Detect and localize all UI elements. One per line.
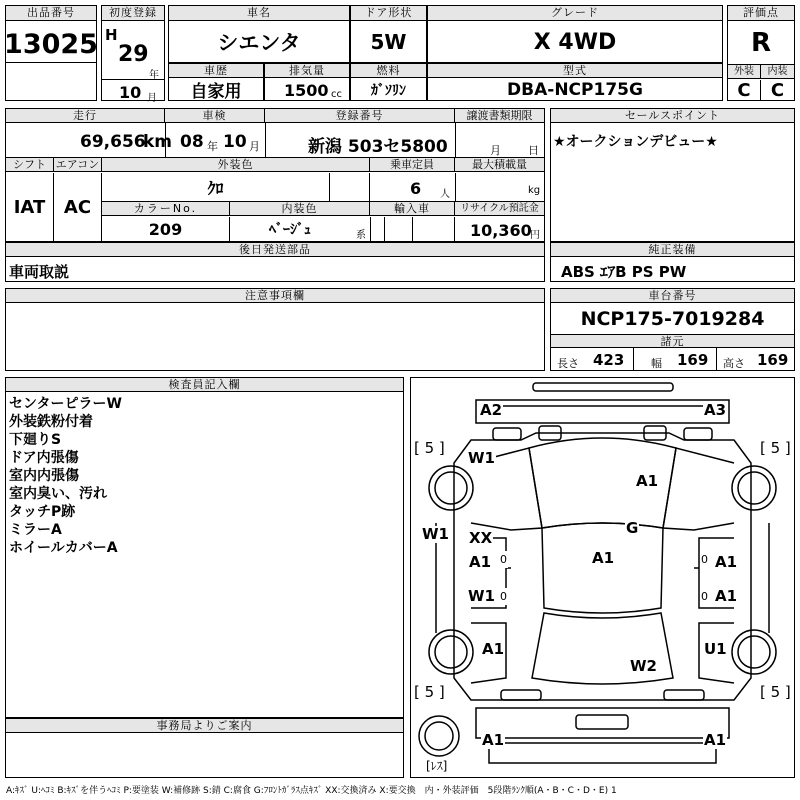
- later-parts-box: [5, 242, 545, 282]
- month-unit: 月: [147, 93, 157, 104]
- tire-depth: [ 5 ]: [414, 683, 445, 701]
- damage-mark: A1: [592, 549, 615, 567]
- exterior-grade: C: [728, 80, 761, 100]
- year-unit: 年: [149, 70, 159, 81]
- first-reg-box: [101, 5, 165, 104]
- inspection-year-unit: 年: [207, 140, 218, 153]
- car-outline: [411, 378, 794, 777]
- height-value: 169: [757, 351, 789, 369]
- ext-color-label: 外装色: [102, 158, 370, 172]
- inspector-line: ドア内張傷: [9, 450, 79, 466]
- tire-depth: [ 5 ]: [760, 439, 791, 457]
- score-box: [727, 5, 795, 101]
- door-handle-mark: 0: [500, 590, 507, 603]
- plate-number: 新潟 503セ5800: [308, 137, 448, 157]
- chassis-number: NCP175-7019284: [580, 308, 765, 330]
- inspector-line: ホイールカバーA: [9, 540, 118, 556]
- office-label: 事務局よりご案内: [6, 719, 403, 733]
- load-label: 最大積載量: [455, 158, 544, 172]
- door-handle-mark: 0: [701, 553, 708, 566]
- color-number: 209: [102, 217, 230, 241]
- damage-mark: W1: [422, 525, 449, 543]
- displacement-box: [264, 63, 350, 101]
- damage-mark: W1: [468, 449, 495, 467]
- damage-mark: A1: [482, 640, 505, 658]
- shift-label: シフト: [6, 158, 54, 172]
- later-parts-label: 後日発送部品: [6, 243, 544, 257]
- office-box: [5, 718, 404, 778]
- chassis-box: [550, 288, 795, 371]
- inspection-label: 車検: [165, 109, 265, 123]
- inspector-line: 室内内張傷: [9, 468, 79, 484]
- car-diagram: [410, 377, 795, 778]
- score: R: [750, 28, 772, 58]
- era: H: [105, 26, 118, 44]
- width-value: 169: [677, 351, 709, 369]
- model-code: DBA-NCP175G: [507, 79, 643, 100]
- lot-number: 13025: [4, 28, 98, 60]
- displacement: 1500: [284, 81, 329, 100]
- door-handle-mark: 0: [500, 553, 507, 566]
- spec-label: 諸元: [551, 334, 794, 348]
- displacement-label: 排気量: [265, 64, 349, 78]
- damage-mark: U1: [704, 640, 727, 658]
- later-parts-text: 車両取説: [9, 263, 70, 281]
- damage-mark: A1: [715, 553, 738, 571]
- ext-color: ｸﾛ: [102, 173, 330, 201]
- int-color-unit: 系: [356, 230, 366, 241]
- transfer-day-unit: 日: [528, 144, 539, 157]
- notes-box: [5, 288, 545, 371]
- int-color: ﾍﾞｰｼﾞｭ: [269, 222, 311, 238]
- car-name-box: [168, 5, 350, 63]
- inspection-year: 08: [180, 132, 204, 152]
- door-box: [350, 5, 427, 63]
- damage-mark: A3: [704, 401, 727, 419]
- recycle-label: リサイクル預託金: [455, 202, 544, 216]
- damage-mark: A1: [469, 553, 492, 571]
- color-no-label: カラーNo.: [102, 202, 230, 216]
- damage-mark: W1: [468, 587, 495, 605]
- fuel: ｶﾞｿﾘﾝ: [371, 82, 406, 99]
- interior-grade: C: [770, 79, 785, 101]
- inspection-month: 10: [223, 132, 247, 152]
- inspector-line: センターピラーW: [9, 396, 122, 412]
- length-value: 423: [593, 351, 625, 369]
- capacity: 6: [410, 179, 422, 198]
- inspector-line: タッチP跡: [9, 504, 76, 520]
- inspector-line: ミラーA: [9, 522, 62, 538]
- inspector-line: 外装鉄粉付着: [9, 414, 93, 430]
- fuel-label: 燃料: [351, 64, 426, 78]
- ac-label: エアコン: [54, 158, 102, 172]
- damage-mark: A1: [636, 472, 659, 490]
- lot-label: 出品番号: [6, 6, 96, 21]
- inspection-month-unit: 月: [249, 140, 260, 153]
- transfer-label: 譲渡書類期限: [455, 109, 544, 123]
- length-label: 長さ: [557, 357, 579, 370]
- shift: IAT: [6, 173, 54, 241]
- air-conditioner: AC: [54, 173, 102, 241]
- first-reg-month: 10: [119, 83, 142, 102]
- inspector-box: [5, 377, 404, 718]
- grade: X 4WD: [533, 29, 617, 55]
- car-name: シエンタ: [217, 31, 301, 55]
- capacity-label: 乗車定員: [370, 158, 455, 172]
- model-label: 型式: [428, 64, 722, 78]
- recycle-unit: 円: [530, 230, 540, 241]
- door-handle-mark: 0: [701, 590, 708, 603]
- inspector-line: 下廻りS: [9, 432, 62, 448]
- door-label: ドア形状: [351, 6, 426, 21]
- chassis-label: 車台番号: [551, 289, 794, 303]
- grade-box: [427, 5, 723, 63]
- damage-mark: G: [626, 519, 639, 537]
- grade-label: グレード: [428, 6, 722, 21]
- inspector-lines: [9, 395, 122, 557]
- height-label: 高さ: [723, 357, 745, 370]
- genuine-box: [550, 242, 795, 282]
- damage-mark: A1: [704, 731, 727, 749]
- sales-point-text: ★オークションデビュー★: [553, 134, 718, 150]
- interior-label: 内装: [761, 65, 794, 79]
- legend: A:ｷｽﾞ U:ﾍｺﾐ B:ｷｽﾞを伴うﾍｺﾐ P:要塗装 W:補修跡 S:錆 C:腐食 G:ﾌﾛﾝﾄｶﾞﾗｽ点ｷｽﾞ XX:交換済み X:要交換 内・外装評価 5段階ﾗﾝｸ順(A・B・C・D・E) 1: [6, 786, 617, 796]
- sales-point-label: セールスポイント: [551, 109, 794, 123]
- history: 自家用: [190, 82, 242, 102]
- plate-label: 登録番号: [265, 109, 455, 123]
- exterior-label: 外装: [728, 65, 761, 79]
- damage-mark: A1: [715, 587, 738, 605]
- tire-depth: [ 5 ]: [414, 439, 445, 457]
- lot-box: [5, 5, 97, 101]
- import-label: 輸入車: [370, 202, 455, 216]
- first-reg-year: 29: [118, 42, 149, 67]
- capacity-unit: 人: [440, 189, 450, 200]
- inspector-line: 室内臭い、汚れ: [9, 486, 107, 502]
- damage-mark: A1: [482, 731, 505, 749]
- mileage-label: 走行: [6, 109, 165, 123]
- recycle-amount: 10,360: [470, 221, 532, 240]
- score-label: 評価点: [728, 6, 794, 21]
- damage-mark: W2: [630, 657, 657, 675]
- damage-mark: A2: [480, 401, 503, 419]
- car-name-label: 車名: [169, 6, 349, 21]
- inspector-label: 検査員記入欄: [6, 378, 403, 392]
- spare-tire-label: [ﾚｽ]: [426, 759, 448, 773]
- notes-label: 注意事項欄: [6, 289, 544, 303]
- damage-mark: XX: [469, 529, 493, 547]
- history-box: [168, 63, 264, 101]
- sales-point-box: [550, 108, 795, 242]
- mileage: 69,656: [80, 132, 146, 152]
- int-color-label: 内装色: [230, 202, 370, 216]
- mileage-unit: km: [143, 132, 173, 152]
- displacement-unit: cc: [331, 89, 342, 100]
- model-box: [427, 63, 723, 101]
- first-reg-label: 初度登録: [102, 6, 164, 21]
- load-unit: kg: [528, 185, 541, 196]
- history-label: 車歴: [169, 64, 263, 78]
- transfer-month-unit: 月: [490, 144, 501, 157]
- width-label: 幅: [651, 357, 662, 370]
- genuine-label: 純正装備: [551, 243, 794, 257]
- tire-depth: [ 5 ]: [760, 683, 791, 701]
- door-type: 5W: [370, 30, 407, 54]
- fuel-box: [350, 63, 427, 101]
- genuine-text: ABS ｴｱB PS PW: [561, 263, 687, 281]
